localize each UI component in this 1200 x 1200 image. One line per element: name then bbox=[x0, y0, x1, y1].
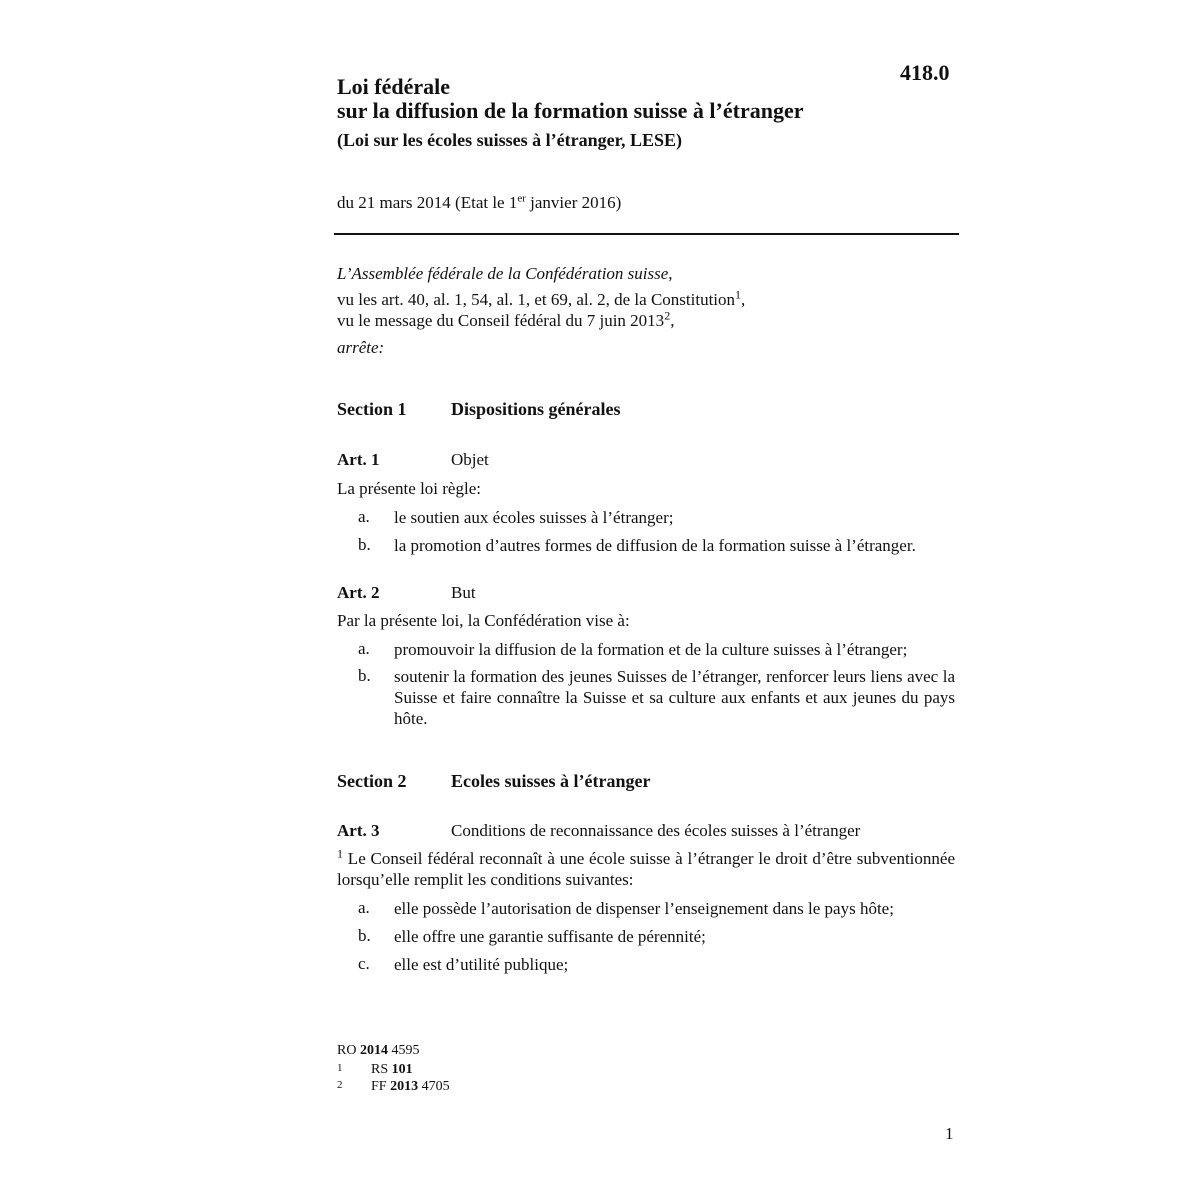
footnote-1 bbox=[337, 1062, 413, 1078]
date-suffix: janvier 2016) bbox=[525, 193, 622, 212]
date-superscript: er bbox=[517, 192, 526, 205]
title-line-2: sur la diffusion de la formation suisse à l’étranger bbox=[337, 98, 804, 123]
list-item-text: elle possède l’autorisation de dispenser l’enseignement dans le pays hôte; bbox=[394, 899, 894, 918]
sr-number: 418.0 bbox=[900, 60, 950, 85]
list-item bbox=[337, 954, 955, 975]
ro-prefix: RO bbox=[337, 1043, 360, 1058]
list-item-text: soutenir la formation des jeunes Suisses de l’étranger, renforcer leurs liens avec la Suisse et faire connaître la Suisse et sa culture aux enfants et aux jeunes du pays hôte. bbox=[394, 667, 955, 728]
footnote-ref-1[interactable]: 1 bbox=[735, 287, 742, 302]
list-item-letter: b. bbox=[358, 666, 371, 685]
list-item-letter: a. bbox=[358, 507, 370, 526]
art-2-intro: Par la présente loi, la Confédération vise à: bbox=[337, 611, 630, 630]
ro-year: 2014 bbox=[359, 1043, 388, 1058]
header-divider bbox=[334, 233, 959, 235]
paragraph-number: 1 bbox=[337, 846, 343, 861]
preamble-assembly: L’Assemblée fédérale de la Confédération suisse, bbox=[337, 264, 673, 283]
preamble-message-text: vu le message du Conseil fédéral du 7 juin 2013 bbox=[337, 311, 665, 330]
date-prefix: du 21 mars 2014 (Etat le 1 bbox=[337, 193, 518, 212]
paragraph-text: Le Conseil fédéral reconnaît à une école suisse à l’étranger le droit d’être subventionnée lorsqu’elle remplit les conditions suivantes: bbox=[337, 849, 955, 889]
footnote-1-number: 1 bbox=[337, 1062, 343, 1074]
art-2-heading bbox=[337, 583, 476, 603]
ro-reference bbox=[337, 1043, 419, 1059]
list-item-text: promouvoir la diffusion de la formation et de la culture suisses à l’étranger; bbox=[394, 640, 908, 659]
art-3-title: Conditions de reconnaissance des écoles suisses à l’étranger bbox=[451, 821, 861, 840]
footnote-2-bold: 2013 bbox=[390, 1079, 419, 1094]
art-1-intro: La présente loi règle: bbox=[337, 479, 481, 498]
section-1-number: Section 1 bbox=[337, 399, 407, 419]
preamble-decree: arrête: bbox=[337, 338, 385, 357]
preamble-constitution-end: , bbox=[741, 290, 746, 309]
art-3-paragraph-1 bbox=[337, 848, 955, 890]
list-item bbox=[337, 639, 955, 660]
preamble-constitution bbox=[337, 287, 746, 310]
list-item-letter: b. bbox=[358, 535, 371, 554]
list-item-letter: a. bbox=[358, 898, 370, 917]
list-item-text: elle offre une garantie suffisante de pérennité; bbox=[394, 927, 706, 946]
footnote-2-prefix: FF bbox=[371, 1079, 391, 1094]
list-item-letter: a. bbox=[358, 639, 370, 658]
list-item bbox=[337, 666, 955, 729]
preamble-message-end: , bbox=[670, 311, 675, 330]
section-2-number: Section 2 bbox=[337, 771, 407, 791]
section-1-title: Dispositions générales bbox=[451, 399, 621, 419]
art-1-title: Objet bbox=[451, 450, 489, 469]
footnote-2-number: 2 bbox=[337, 1079, 343, 1091]
list-item bbox=[337, 535, 955, 556]
section-2-heading bbox=[337, 771, 650, 792]
preamble-message bbox=[337, 308, 675, 331]
title-line-1: Loi fédérale bbox=[337, 74, 451, 99]
list-item-text: le soutien aux écoles suisses à l’étranger; bbox=[394, 508, 674, 527]
preamble-constitution-text: vu les art. 40, al. 1, 54, al. 1, et 69, al. 2, de la Constitution bbox=[337, 290, 736, 309]
page-number: 1 bbox=[945, 1124, 954, 1143]
subtitle: (Loi sur les écoles suisses à l’étranger, LESE) bbox=[337, 130, 682, 150]
footnote-2-page: 4705 bbox=[418, 1079, 450, 1094]
ro-page: 4595 bbox=[387, 1043, 420, 1058]
list-item-letter: b. bbox=[358, 926, 371, 945]
list-item bbox=[337, 507, 955, 528]
art-1-heading bbox=[337, 450, 489, 470]
footnote-2 bbox=[337, 1079, 450, 1095]
list-item bbox=[337, 898, 955, 919]
section-1-heading bbox=[337, 399, 621, 420]
art-3-heading bbox=[337, 821, 860, 841]
footnote-ref-2[interactable]: 2 bbox=[664, 308, 671, 323]
art-2-title: But bbox=[451, 583, 476, 602]
section-2-title: Ecoles suisses à l’étranger bbox=[451, 771, 651, 791]
art-3-number: Art. 3 bbox=[337, 821, 380, 840]
footnote-1-prefix: RS bbox=[371, 1062, 392, 1077]
art-2-number: Art. 2 bbox=[337, 583, 380, 602]
list-item-letter: c. bbox=[358, 954, 370, 973]
list-item-text: elle est d’utilité publique; bbox=[394, 955, 569, 974]
footnote-1-bold: 101 bbox=[391, 1062, 413, 1077]
date-line bbox=[337, 193, 621, 213]
list-item-text: la promotion d’autres formes de diffusion de la formation suisse à l’étranger. bbox=[394, 536, 916, 555]
list-item bbox=[337, 926, 955, 947]
art-1-number: Art. 1 bbox=[337, 450, 380, 469]
